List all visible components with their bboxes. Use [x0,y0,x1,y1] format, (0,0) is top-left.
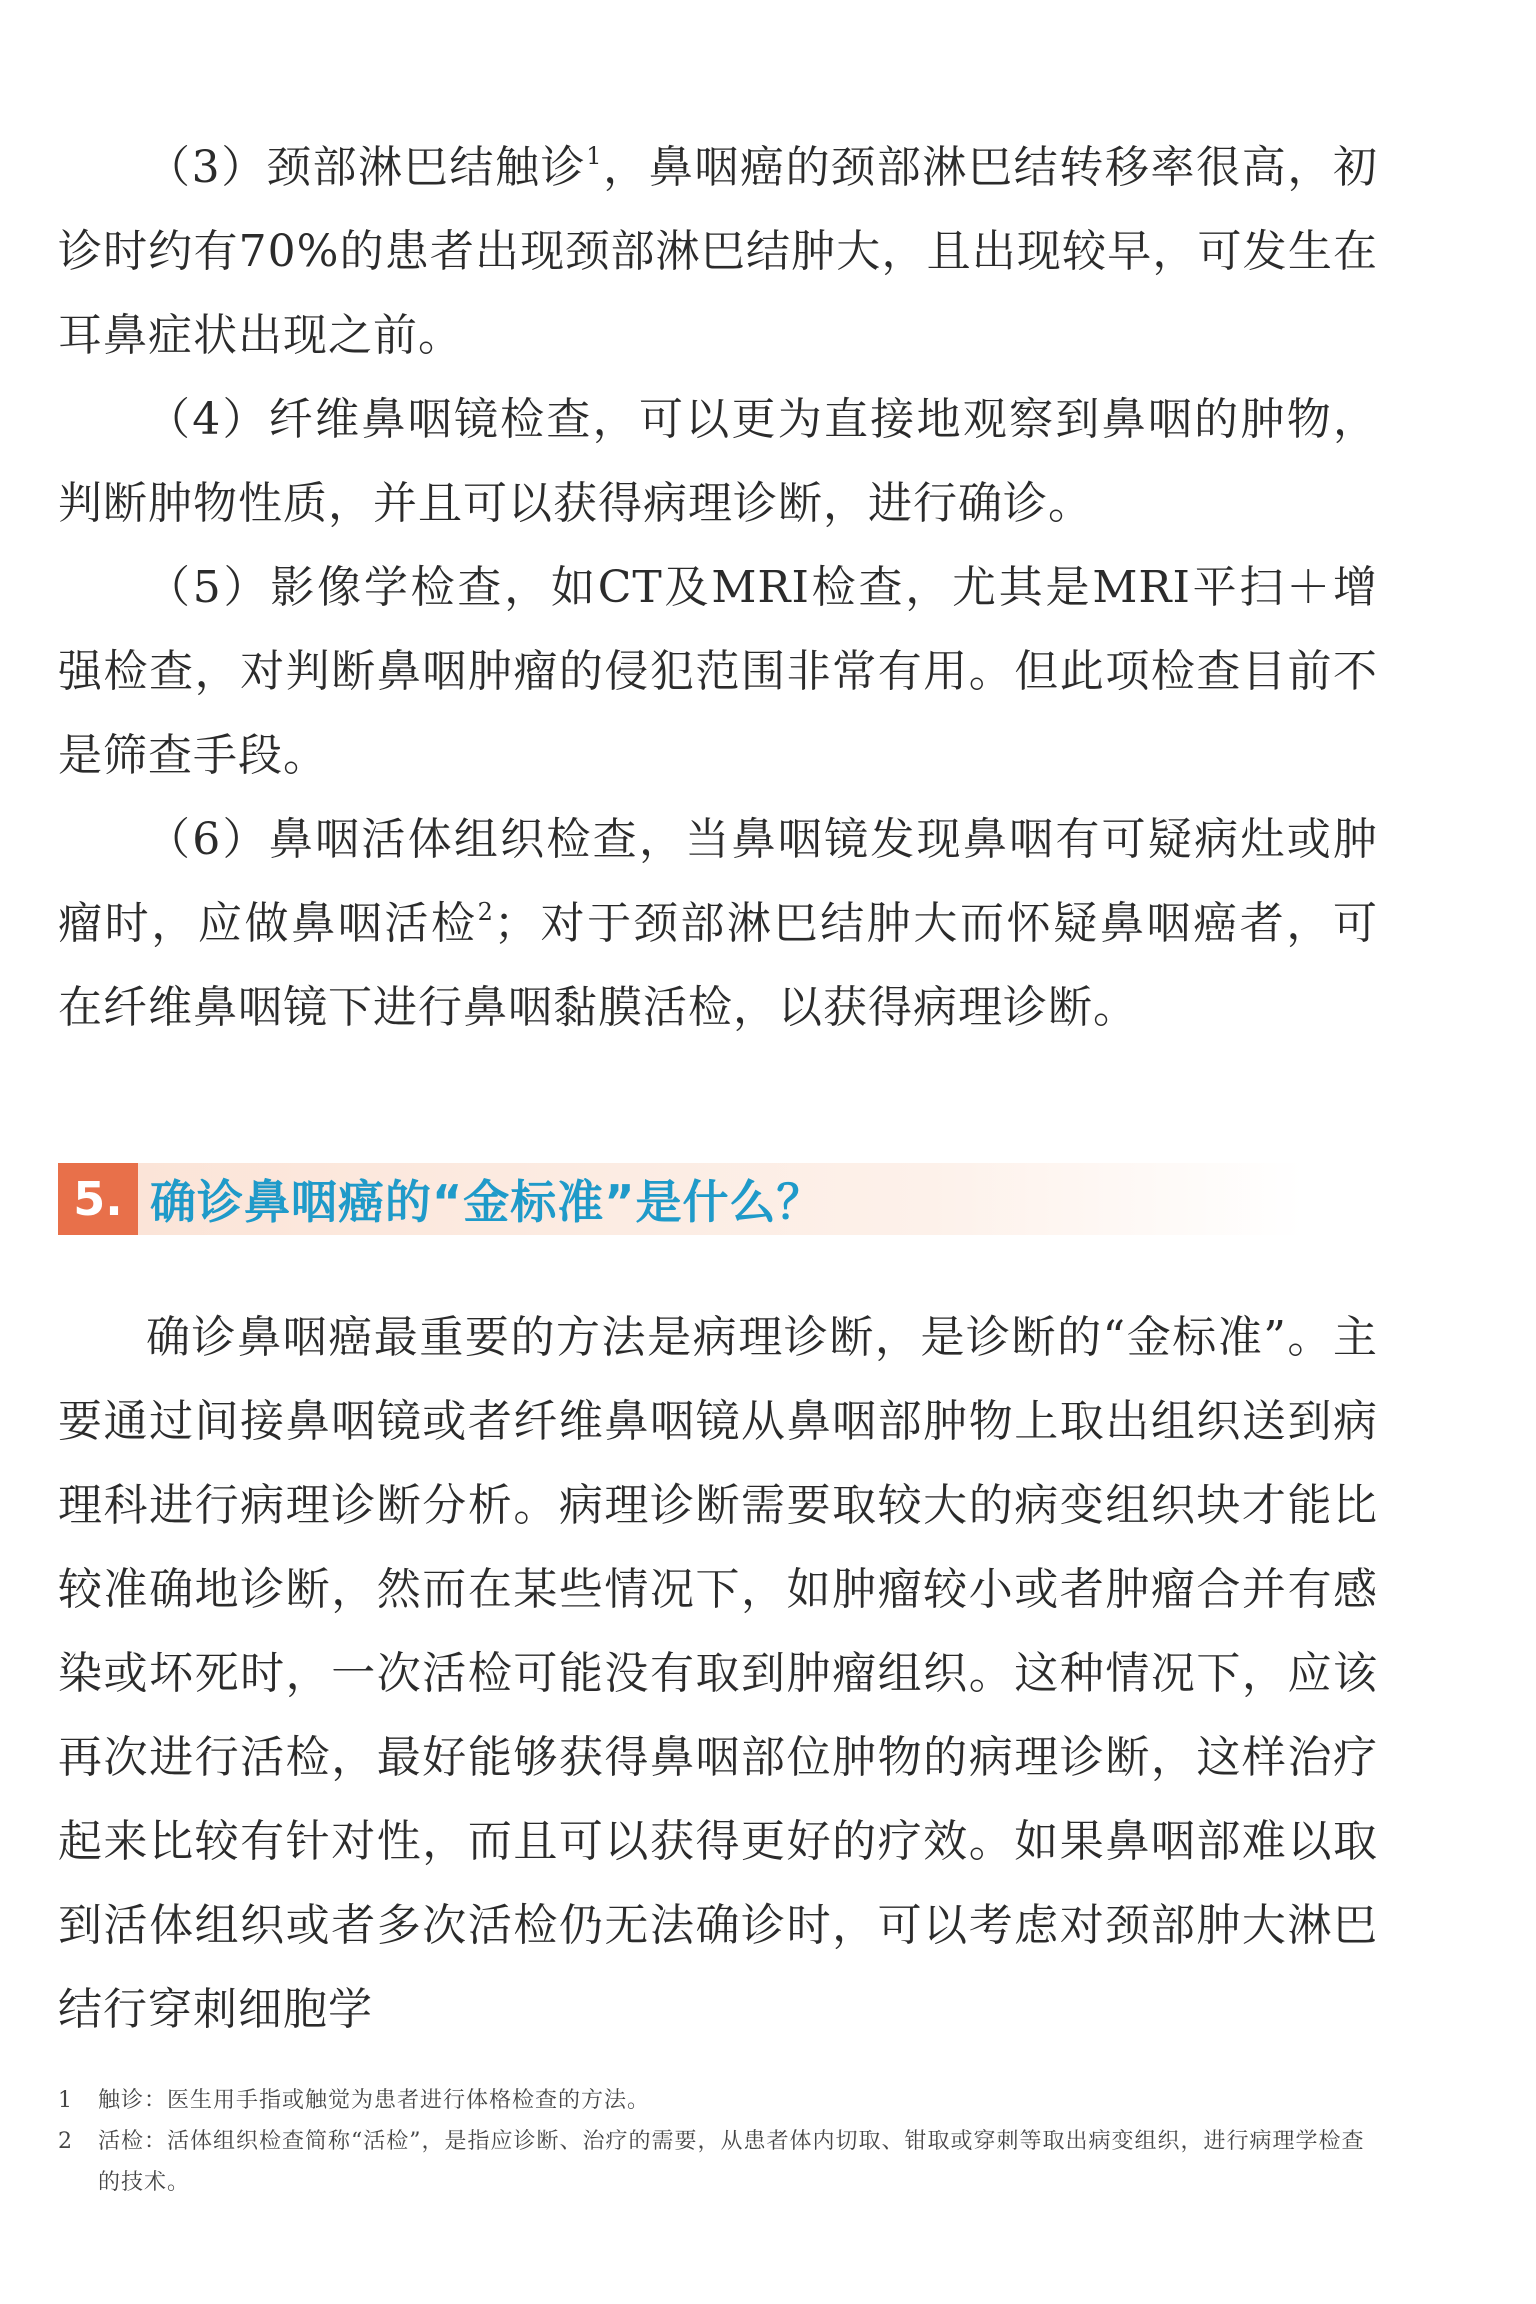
paragraph-5: （5）影像学检查，如CT及MRI检查，尤其是MRI平扫＋增强检查，对判断鼻咽肿瘤的侵犯范围非常有用。但此项检查目前不是筛查手段。 [58,562,1378,781]
paragraph-3: （3）颈部淋巴结触诊$^1$，鼻咽癌的颈部淋巴结转移率很高，初诊时约有70%的患者出现颈部淋巴结肿大，且出现较早，可发生在耳鼻症状出现之前。 [58,142,1378,361]
top-text-block [58,126,1378,1050]
section-heading [58,1163,1304,1235]
bottom-text-block [58,1296,1378,2052]
paragraph-gold-standard: 确诊鼻咽癌最重要的方法是病理诊断，是诊断的“金标准”。主要通过间接鼻咽镜或者纤维鼻咽镜从鼻咽部肿物上取出组织送到病理科进行病理诊断分析。病理诊断需要取较大的病变组织块才能比较准确地诊断，然而在某些情况下，如肿瘤较小或者肿瘤合并有感染或坏死时，一次活检可能没有取到肿瘤组织。这种情况下，应该再次进行活检，最好能够获得鼻咽部位肿物的病理诊断，这样治疗起来比较有针对性，而且可以获得更好的疗效。如果鼻咽部难以取到活体组织或者多次活检仍无法确诊时，可以考虑对颈部肿大淋巴结行穿刺细胞学 [58,1312,1378,2035]
footnote-2 [58,2121,1378,2203]
footnote-text: 活检：活体组织检查简称“活检”，是指应诊断、治疗的需要，从患者体内切取、钳取或穿刺等取出病变组织，进行病理学检查的技术。 [98,2129,1365,2195]
paragraph-4: （4）纤维鼻咽镜检查，可以更为直接地观察到鼻咽的肿物，判断肿物性质，并且可以获得病理诊断，进行确诊。 [58,394,1378,529]
footnote-mark: 2 [58,2129,73,2154]
section-number-badge: 5. [58,1163,138,1235]
footnotes [58,2080,1378,2203]
section-title: 确诊鼻咽癌的“金标准”是什么？ [150,1175,824,1229]
footnote-mark: 1 [58,2088,73,2113]
paragraph-6: （6）鼻咽活体组织检查，当鼻咽镜发现鼻咽有可疑病灶或肿瘤时，应做鼻咽活检$^2$；对于颈部淋巴结肿大而怀疑鼻咽癌者，可在纤维鼻咽镜下进行鼻咽黏膜活检，以获得病理诊断。 [58,814,1379,1033]
footnote-1 [58,2080,1378,2121]
footnote-ref-2: 2 [477,898,494,926]
footnote-text: 触诊：医生用手指或触觉为患者进行体格检查的方法。 [98,2088,651,2113]
footnote-ref-1: 1 [586,142,603,170]
